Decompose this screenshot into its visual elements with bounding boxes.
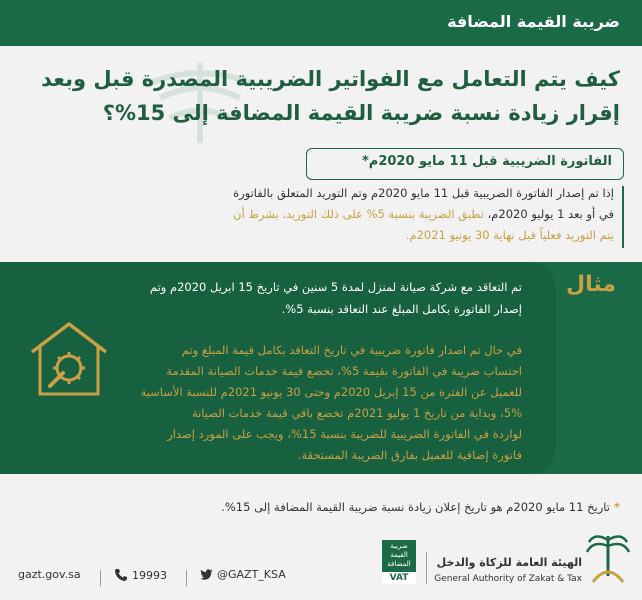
example-highlight-text xyxy=(42,340,522,466)
example-text xyxy=(22,276,522,320)
footer-phone[interactable] xyxy=(114,568,167,582)
vat-logo-line-3: المضافة xyxy=(387,560,411,568)
footer-separator xyxy=(186,570,187,586)
phone-text: 19993 xyxy=(132,568,167,582)
twitter-icon xyxy=(200,569,213,580)
example-label: مثال xyxy=(566,272,616,297)
heading-line-1: كيف يتم التعامل مع الفواتير الضريبية المصدرة قبل وبعد xyxy=(41,67,620,91)
example-hl-line-5: لواردة في الفاتورة الضريبية للضريبة بنسبة 15%، ويجب على المورد إصدار xyxy=(167,427,522,441)
footer-separator xyxy=(100,570,101,586)
paragraph-highlight: تطبق الضريبة بنسبة 5% على ذلك التوريد، بشرط أن xyxy=(233,207,484,221)
vat-logo xyxy=(382,540,416,584)
paragraph-accent-line xyxy=(622,186,624,248)
authority-logo-icon xyxy=(585,532,631,588)
footer-twitter[interactable] xyxy=(200,568,286,581)
paragraph-date: في أو بعد 1 يوليو 2020م، xyxy=(487,207,614,221)
example-text-line-1: تم التعاقد مع شركة صيانة لمنزل لمدة 5 سنين في تاريخ 15 ابريل 2020م وتم xyxy=(149,280,522,294)
example-hl-line-3: للعميل عن الفترة من 15 إبريل 2020م وحتى 30 يونيو 2021م للنسبة الأساسية xyxy=(140,385,522,399)
heading-line-2: إقرار زيادة نسبة ضريبة القيمة المضافة إلى 15%؟ xyxy=(102,101,620,125)
house-maintenance-icon xyxy=(28,320,110,398)
footnote-star: * xyxy=(613,500,620,514)
top-bar xyxy=(0,0,642,46)
authority-name-ar: الهيئة العامة للزكاة والدخل xyxy=(436,556,582,569)
vat-logo-badge: VAT xyxy=(382,572,416,584)
footnote-text: تاريخ 11 مايو 2020م هو تاريخ إعلان زيادة نسبة ضريبة القيمة المضافة إلى 15%. xyxy=(221,500,610,514)
example-hl-line-4: 5%، وبداية من تاريخ 1 يوليو 2021م تخضع باقي قيمة خدمات الصيانة xyxy=(191,406,522,420)
footer-website[interactable] xyxy=(18,568,81,581)
example-hl-line-6: فاتورة إضافية للعميل بفارق الضريبة المستحقة. xyxy=(297,448,522,462)
paragraph-line-3: يتم التوريد فعلياً قبل نهاية 30 يونيو 2021م. xyxy=(405,228,614,242)
footer-logo-separator xyxy=(426,552,427,584)
paragraph-line-1: إذا تم إصدار الفاتورة الضريبية قبل 11 مايو 2020م وتم التوريد المتعلق بالفاتورة xyxy=(233,186,614,200)
phone-icon xyxy=(114,568,128,582)
footer-contacts xyxy=(18,568,308,588)
website-text: gazt.gov.sa xyxy=(18,568,81,581)
vat-logo-line-2: القيمة xyxy=(390,551,408,559)
example-hl-line-1: في حال تم اصدار فاتورة ضريبية في تاريخ التعاقد بكامل قيمة المبلغ وتم xyxy=(181,343,522,357)
section-subtitle: الفاتورة الضريبية قبل 11 مايو 2020م* xyxy=(361,154,612,169)
example-hl-line-2: احتساب ضريبة في الفاتورة بقيمة 5%، تخضع قيمة خدمات الصيانة المقدمة xyxy=(166,364,522,378)
twitter-text: @GAZT_KSA xyxy=(217,568,286,581)
header-title: ضريبة القيمة المضافة xyxy=(447,12,620,31)
example-text-line-2: إصدار الفاتورة بكامل المبلغ عند التعاقد بنسبة 5%. xyxy=(281,302,522,316)
authority-name-en: General Authority of Zakat & Tax xyxy=(434,574,582,584)
vat-logo-line-1: ضريبة xyxy=(390,542,408,550)
footnote xyxy=(30,500,620,514)
section-paragraph xyxy=(24,183,614,246)
page-heading xyxy=(30,62,620,130)
paragraph-line-2 xyxy=(24,204,614,225)
